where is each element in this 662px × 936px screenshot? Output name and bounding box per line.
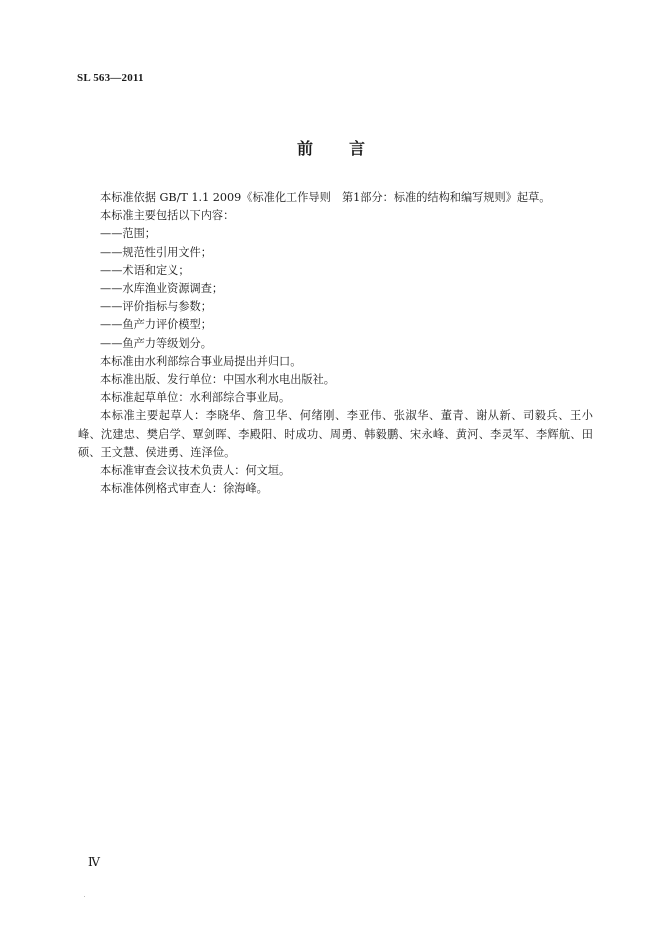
contents-intro: 本标准主要包括以下内容：: [100, 209, 235, 223]
basis-paragraph: 本标准依据 GB/T 1.1 2009《标准化工作导则 第1部分：标准的结构和编写规则》起草。: [100, 191, 551, 204]
standard-code: SL 563—2011: [77, 72, 144, 84]
publisher-paragraph: 本标准出版、发行单位：中国水利水电出版社。: [100, 373, 335, 387]
foreword-body: [78, 189, 593, 498]
title-part-2: 言: [349, 139, 366, 158]
format-reviewer-paragraph: 本标准体例格式审查人：徐海峰。: [100, 482, 268, 496]
page-title: [0, 136, 662, 159]
list-item: ——水库渔业资源调查；: [100, 282, 224, 296]
scan-speck: [84, 896, 85, 897]
proposer-paragraph: 本标准由水利部综合事业局提出并归口。: [100, 354, 302, 368]
review-tech-lead-paragraph: 本标准审查会议技术负责人：何文垣。: [100, 464, 291, 478]
page-number: Ⅳ: [88, 855, 100, 869]
drafting-unit-paragraph: 本标准起草单位：水利部综合事业局。: [100, 391, 291, 405]
list-item: ——范围；: [100, 227, 156, 241]
list-item: ——评价指标与参数；: [100, 300, 212, 314]
drafters-paragraph: 本标准主要起草人：李晓华、詹卫华、何绪刚、李亚伟、张淑华、董青、谢从新、司毅兵、王小峰、沈建忠、樊启学、覃剑晖、李殿阳、时成功、周勇、韩毅鹏、宋永峰、黄河、李灵军、李辉航、田硕、王文慧、侯进勇、连泽俭。: [78, 409, 593, 459]
list-item: ——规范性引用文件；: [100, 245, 212, 259]
list-item: ——鱼产力评价模型；: [100, 318, 212, 332]
list-item: ——术语和定义；: [100, 263, 190, 277]
title-part-1: 前: [296, 139, 313, 158]
list-item: ——鱼产力等级划分。: [100, 336, 212, 350]
